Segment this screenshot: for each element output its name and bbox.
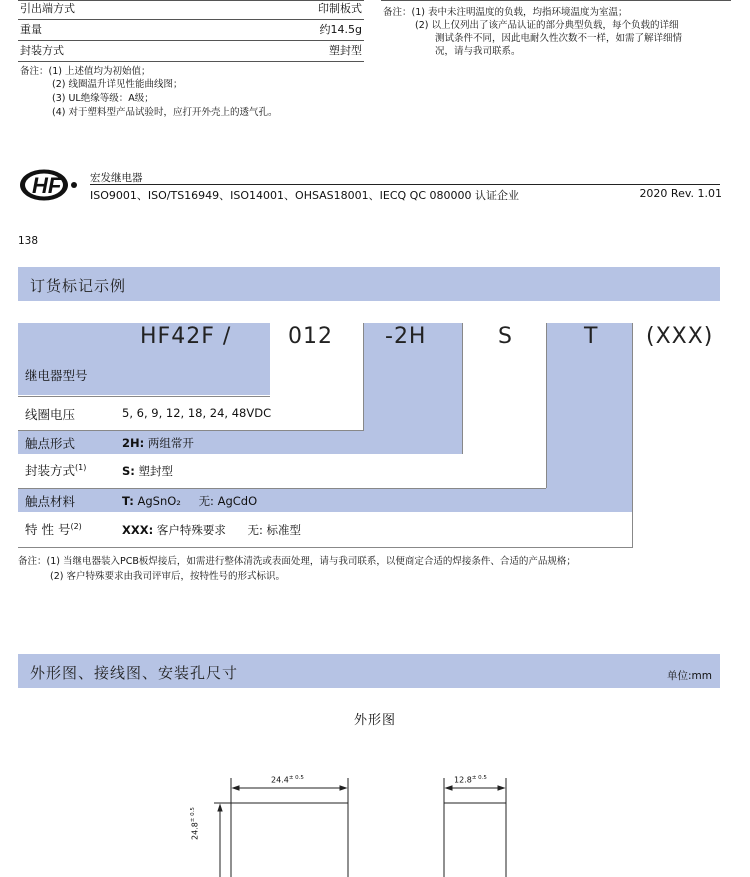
logo-text: HF	[32, 173, 62, 198]
code-model: HF42F /	[140, 324, 232, 349]
width-dimension	[271, 775, 304, 785]
ordering-note-2: (2) 客户特殊要求由我司评审后，按特性号的形式标识。	[50, 571, 285, 582]
code-contact-form: -2H	[385, 324, 427, 349]
value-alt: 无: 标准型	[247, 523, 302, 537]
label-package	[25, 461, 86, 479]
spec-note-3: (3) UL绝缘等级：A级；	[52, 93, 154, 104]
height-dimension	[190, 807, 200, 840]
spec-value: 塑封型	[329, 44, 362, 57]
depth-dimension	[454, 775, 487, 785]
width-tolerance: ± 0.5	[288, 775, 304, 781]
value-alt: 无: AgCdO	[198, 494, 258, 508]
band-material-column	[546, 323, 632, 512]
value-special	[122, 522, 301, 538]
load-note-line: (2) 以上仅列出了该产品认证的部分典型负载，每个负载的详细	[415, 20, 679, 31]
line-model-h	[18, 396, 270, 397]
spec-note-2: (2) 线圈温升详见性能曲线图；	[52, 79, 183, 90]
hongfa-logo	[18, 168, 80, 202]
spec-value: 印制板式	[318, 2, 362, 15]
value-code: S:	[122, 464, 135, 478]
load-notes-rule	[381, 0, 731, 1]
spec-key: 重量	[20, 23, 42, 36]
outline-drawing-title: 外形图	[353, 713, 396, 728]
line-voltage-v	[363, 323, 364, 431]
line-form-v	[462, 323, 463, 454]
spec-row-package	[18, 42, 364, 62]
label-model: 继电器型号	[25, 368, 88, 383]
ordering-section-header	[18, 267, 720, 301]
line-voltage-h	[18, 430, 363, 431]
load-note-line: 况，请与我司联系。	[435, 46, 521, 57]
outline-drawing	[170, 770, 530, 877]
spec-row-terminal	[18, 0, 364, 20]
label-text: 封装方式	[25, 463, 76, 478]
unit-label: 单位:mm	[667, 670, 712, 682]
value-text: 客户特殊要求	[156, 523, 226, 537]
value-text: 塑封型	[138, 464, 174, 478]
revision: 2020 Rev. 1.01	[639, 187, 722, 200]
code-material: T	[584, 324, 599, 349]
certifications: ISO9001、ISO/TS16949、ISO14001、OHSAS18001、IECQ QC 080000 认证企业	[90, 189, 520, 202]
spec-note-1: 备注：(1) 上述值均为初始值；	[20, 66, 151, 77]
spec-key: 引出端方式	[20, 2, 75, 15]
line-package-h	[18, 488, 546, 489]
value-code: 2H:	[122, 436, 145, 450]
brand-rule	[90, 184, 720, 185]
ordering-notes	[18, 554, 576, 584]
page-number: 138	[18, 235, 39, 247]
height-tolerance: ± 0.5	[190, 807, 196, 823]
label-sup: (1)	[75, 462, 87, 472]
value-contact-form	[122, 435, 194, 451]
ordering-note-1: 备注：(1) 当继电器装入PCB板焊接后，如需进行整体清洗或表面处理，请与我司联系，以便商定合适的焊接条件、合适的产品规格；	[18, 556, 576, 567]
value-code: T:	[122, 494, 134, 508]
value-code: XXX:	[122, 523, 154, 537]
dimensions-section-title: 外形图、接线图、安装孔尺寸	[30, 664, 239, 682]
label-special	[25, 520, 82, 538]
depth-value: 12.8	[454, 775, 472, 785]
dimensions-section-header	[18, 654, 720, 688]
label-contact-material: 触点材料	[25, 494, 76, 509]
load-note-line: 备注：(1) 表中未注明温度的负载，均指环境温度为室温；	[383, 7, 628, 18]
spec-note-4: (4) 对于塑料型产品试验时，应打开外壳上的透气孔。	[52, 107, 278, 118]
height-value: 24.8	[190, 822, 200, 840]
label-contact-form: 触点形式	[25, 436, 76, 451]
ordering-section-title: 订货标记示例	[30, 277, 127, 295]
code-voltage: 012	[288, 324, 333, 349]
value-text: 两组常开	[147, 436, 194, 450]
spec-key: 封装方式	[20, 44, 64, 57]
line-package-v	[546, 323, 547, 488]
band-contact-material	[18, 488, 630, 512]
brand-name: 宏发继电器	[90, 172, 143, 184]
code-special: (XXX)	[646, 324, 714, 349]
value-text: AgSnO₂	[137, 494, 181, 508]
width-value: 24.4	[271, 775, 289, 785]
value-package	[122, 463, 173, 479]
load-note-line: 测试条件不同，因此电耐久性次数不一样，如需了解详细情	[435, 33, 683, 44]
label-sup: (2)	[70, 521, 82, 531]
code-package: S	[498, 324, 513, 349]
value-voltage: 5, 6, 9, 12, 18, 24, 48VDC	[122, 406, 272, 420]
value-contact-material	[122, 493, 257, 509]
spec-row-weight	[18, 21, 364, 41]
load-notes	[383, 6, 733, 58]
label-voltage: 线圈电压	[25, 407, 76, 422]
spec-value: 约14.5g	[319, 23, 362, 36]
depth-tolerance: ± 0.5	[471, 775, 487, 781]
line-special-h	[18, 547, 633, 548]
label-text: 特 性 号	[25, 522, 71, 537]
line-special-v	[632, 323, 633, 547]
